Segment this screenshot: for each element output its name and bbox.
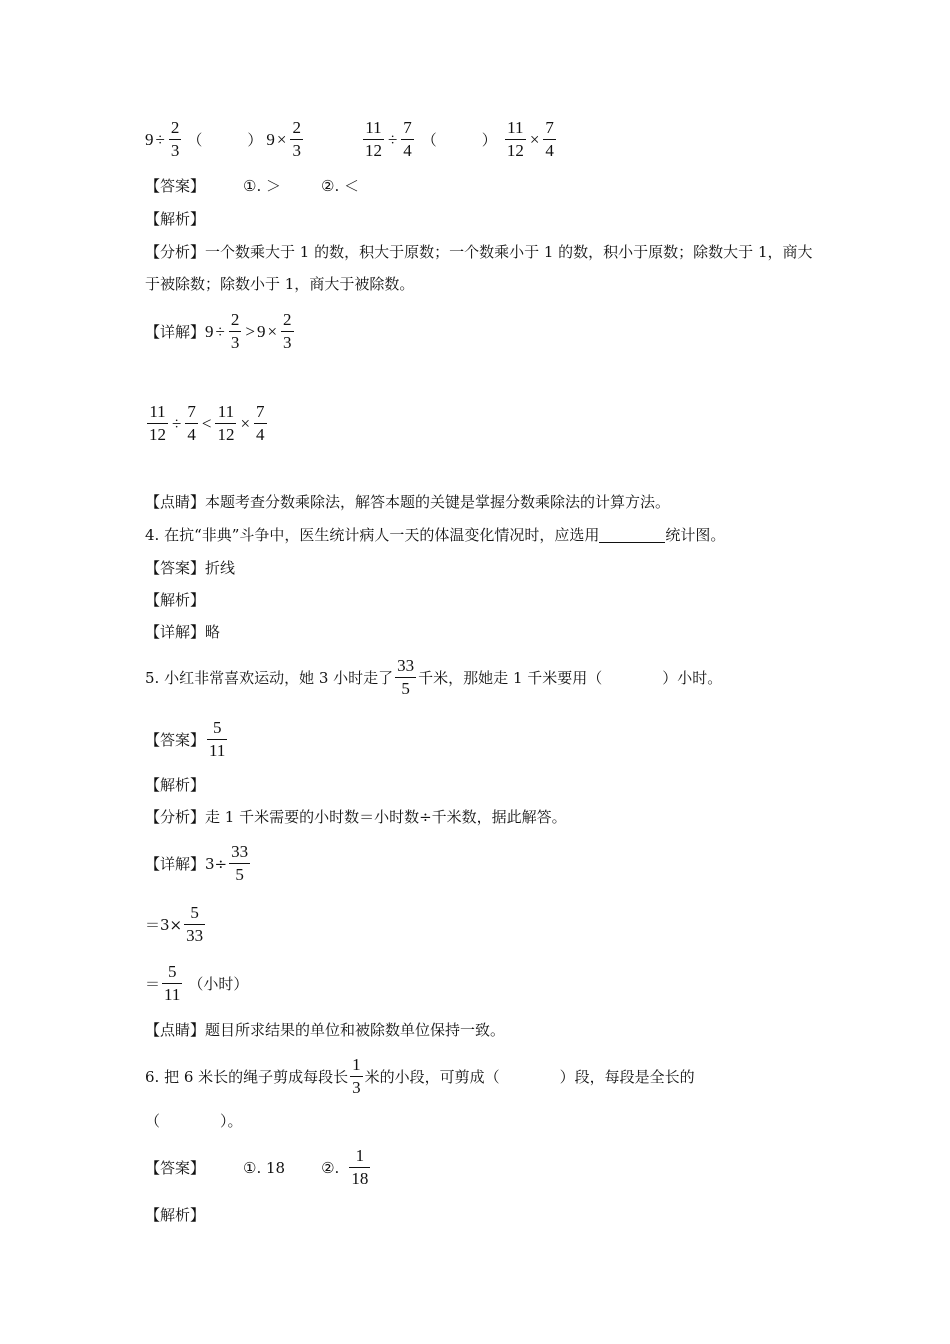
fraction: $\frac{1}{3}$: [352, 1055, 361, 1097]
q3-e1-b: 9: [266, 129, 275, 149]
q6-question-line-2: [145, 1111, 243, 1131]
q4-text-after: 统计图。: [665, 526, 726, 544]
greater-than-sign: >: [245, 321, 255, 341]
fraction: $\frac{2}{3}$: [230, 310, 240, 352]
answer-2-prefix: ②.: [321, 1158, 340, 1177]
fraction: $\frac{2}{3}$: [283, 310, 292, 352]
step1-prefix: 3÷: [205, 854, 228, 873]
answer-blank-paren: （ ）: [187, 130, 263, 149]
q6-text-before: 6. 把 6 米长的绳子剪成每段长: [145, 1067, 349, 1086]
fraction: $\frac{11}{12}$: [364, 118, 382, 160]
multiply-sign: ×: [240, 413, 251, 433]
fraction: $\frac{5}{11}$: [164, 962, 181, 1004]
q3-fenxi-paragraph: [145, 236, 815, 300]
q6-text-after: 米的小段，可剪成（ ）段，每段是全长的: [364, 1067, 695, 1086]
analysis-tag: 【解析】: [145, 776, 206, 794]
q5-answer-line: [145, 718, 229, 761]
answer-tag: 【答案】: [145, 177, 206, 195]
analysis-tag: 【解析】: [145, 210, 206, 228]
analysis-tag: 【解析】: [145, 591, 206, 609]
q5-detail-step-2: [145, 903, 207, 946]
q4-analysis-line: [145, 590, 205, 610]
q3-detail-line-2: [145, 402, 269, 445]
q3-e1-a: 9: [145, 129, 154, 149]
dianjing-tag: 【点睛】: [145, 493, 206, 511]
q5-text-after: 千米，那她走 1 千米要用（ ）小时。: [418, 668, 723, 687]
divide-sign: ÷: [155, 129, 165, 149]
q6-line2: （ ）。: [145, 1112, 243, 1130]
fenxi-tag: 【分析】: [145, 243, 206, 261]
fraction: $\frac{11}{12}$: [217, 402, 235, 444]
step3-prefix: ＝: [145, 974, 161, 993]
answer-tag: 【答案】: [145, 559, 206, 577]
fenxi-text: 一个数乘大于 1 的数，积大于原数；一个数乘小于 1 的数，积小于原数；除数大于 1，商大于被除数；除数小于 1，商大于被除数。: [145, 243, 813, 293]
q4-answer-blank: [599, 528, 665, 543]
answer-2: ②. ＜: [321, 177, 359, 195]
fraction: $\frac{2}{3}$: [292, 118, 301, 160]
fenxi-tag: 【分析】: [145, 808, 206, 826]
q5-dianjing-line: [145, 1020, 505, 1040]
q3-detail-line-1: [145, 310, 296, 353]
fraction: $\frac{1}{18}$: [351, 1146, 369, 1188]
q5-detail-step-1: [145, 842, 252, 885]
q3-analysis-line: [145, 209, 205, 229]
q4-answer-line: [145, 558, 235, 578]
dianjing-text: 本题考查分数乘除法，解答本题的关键是掌握分数乘除法的计算方法。: [205, 493, 671, 511]
multiply-sign: ×: [267, 321, 278, 341]
q4-detail-line: [145, 622, 220, 642]
fraction: $\frac{5}{11}$: [209, 718, 226, 760]
divide-sign: ÷: [172, 413, 182, 433]
detail-tag: 【详解】: [145, 854, 206, 873]
q4-answer: 折线: [205, 559, 236, 577]
answer-tag: 【答案】: [145, 730, 206, 749]
fraction: $\frac{11}{12}$: [506, 118, 524, 160]
less-than-sign: <: [201, 413, 212, 433]
q6-question-line-1: [145, 1055, 695, 1098]
fraction: $\frac{7}{4}$: [545, 118, 554, 160]
fraction: $\frac{7}{4}$: [187, 402, 196, 444]
q4-detail: 略: [205, 623, 221, 641]
d1-a: 9: [205, 321, 214, 341]
answer-1: ①. ＞: [243, 177, 281, 195]
fraction: $\frac{33}{5}$: [231, 842, 249, 884]
dianjing-text: 题目所求结果的单位和被除数单位保持一致。: [205, 1021, 506, 1039]
answer-tag: 【答案】: [145, 1158, 206, 1177]
step3-unit: （小时）: [188, 974, 249, 993]
step2-prefix: ＝3×: [145, 915, 183, 934]
answer-1: ①. 18: [243, 1158, 286, 1177]
q5-text-before: 5. 小红非常喜欢运动，她 3 小时走了: [145, 668, 394, 687]
fraction: $\frac{5}{33}$: [186, 903, 204, 945]
q3-dianjing-line: [145, 492, 670, 512]
fraction: $\frac{33}{5}$: [397, 656, 415, 698]
fraction: $\frac{7}{4}$: [403, 118, 412, 160]
fraction: $\frac{11}{12}$: [149, 402, 166, 444]
divide-sign: ÷: [387, 129, 398, 149]
divide-sign: ÷: [215, 321, 225, 341]
q3-expression-line: [145, 118, 558, 161]
q5-question-line: [145, 656, 722, 699]
fraction: $\frac{7}{4}$: [256, 402, 265, 444]
q5-fenxi-line: [145, 807, 567, 827]
q5-detail-step-3: [145, 962, 248, 1005]
q3-answer-line: [145, 176, 359, 196]
multiply-sign: ×: [276, 129, 287, 149]
answer-blank-paren: （ ）: [421, 130, 497, 149]
fenxi-text: 走 1 千米需要的小时数＝小时数÷千米数，据此解答。: [205, 808, 567, 826]
q5-analysis-line: [145, 775, 205, 795]
q6-analysis-line: [145, 1205, 205, 1225]
d1-b: 9: [256, 321, 266, 341]
detail-tag: 【详解】: [145, 322, 206, 341]
multiply-sign: ×: [529, 129, 540, 149]
dianjing-tag: 【点睛】: [145, 1021, 206, 1039]
q6-answer-line: [145, 1146, 372, 1189]
q4-question-line: [145, 525, 725, 545]
q4-text-before: 4. 在抗“非典”斗争中，医生统计病人一天的体温变化情况时，应选用: [145, 526, 600, 544]
fraction: $\frac{2}{3}$: [170, 118, 180, 160]
analysis-tag: 【解析】: [145, 1206, 206, 1224]
detail-tag: 【详解】: [145, 623, 206, 641]
